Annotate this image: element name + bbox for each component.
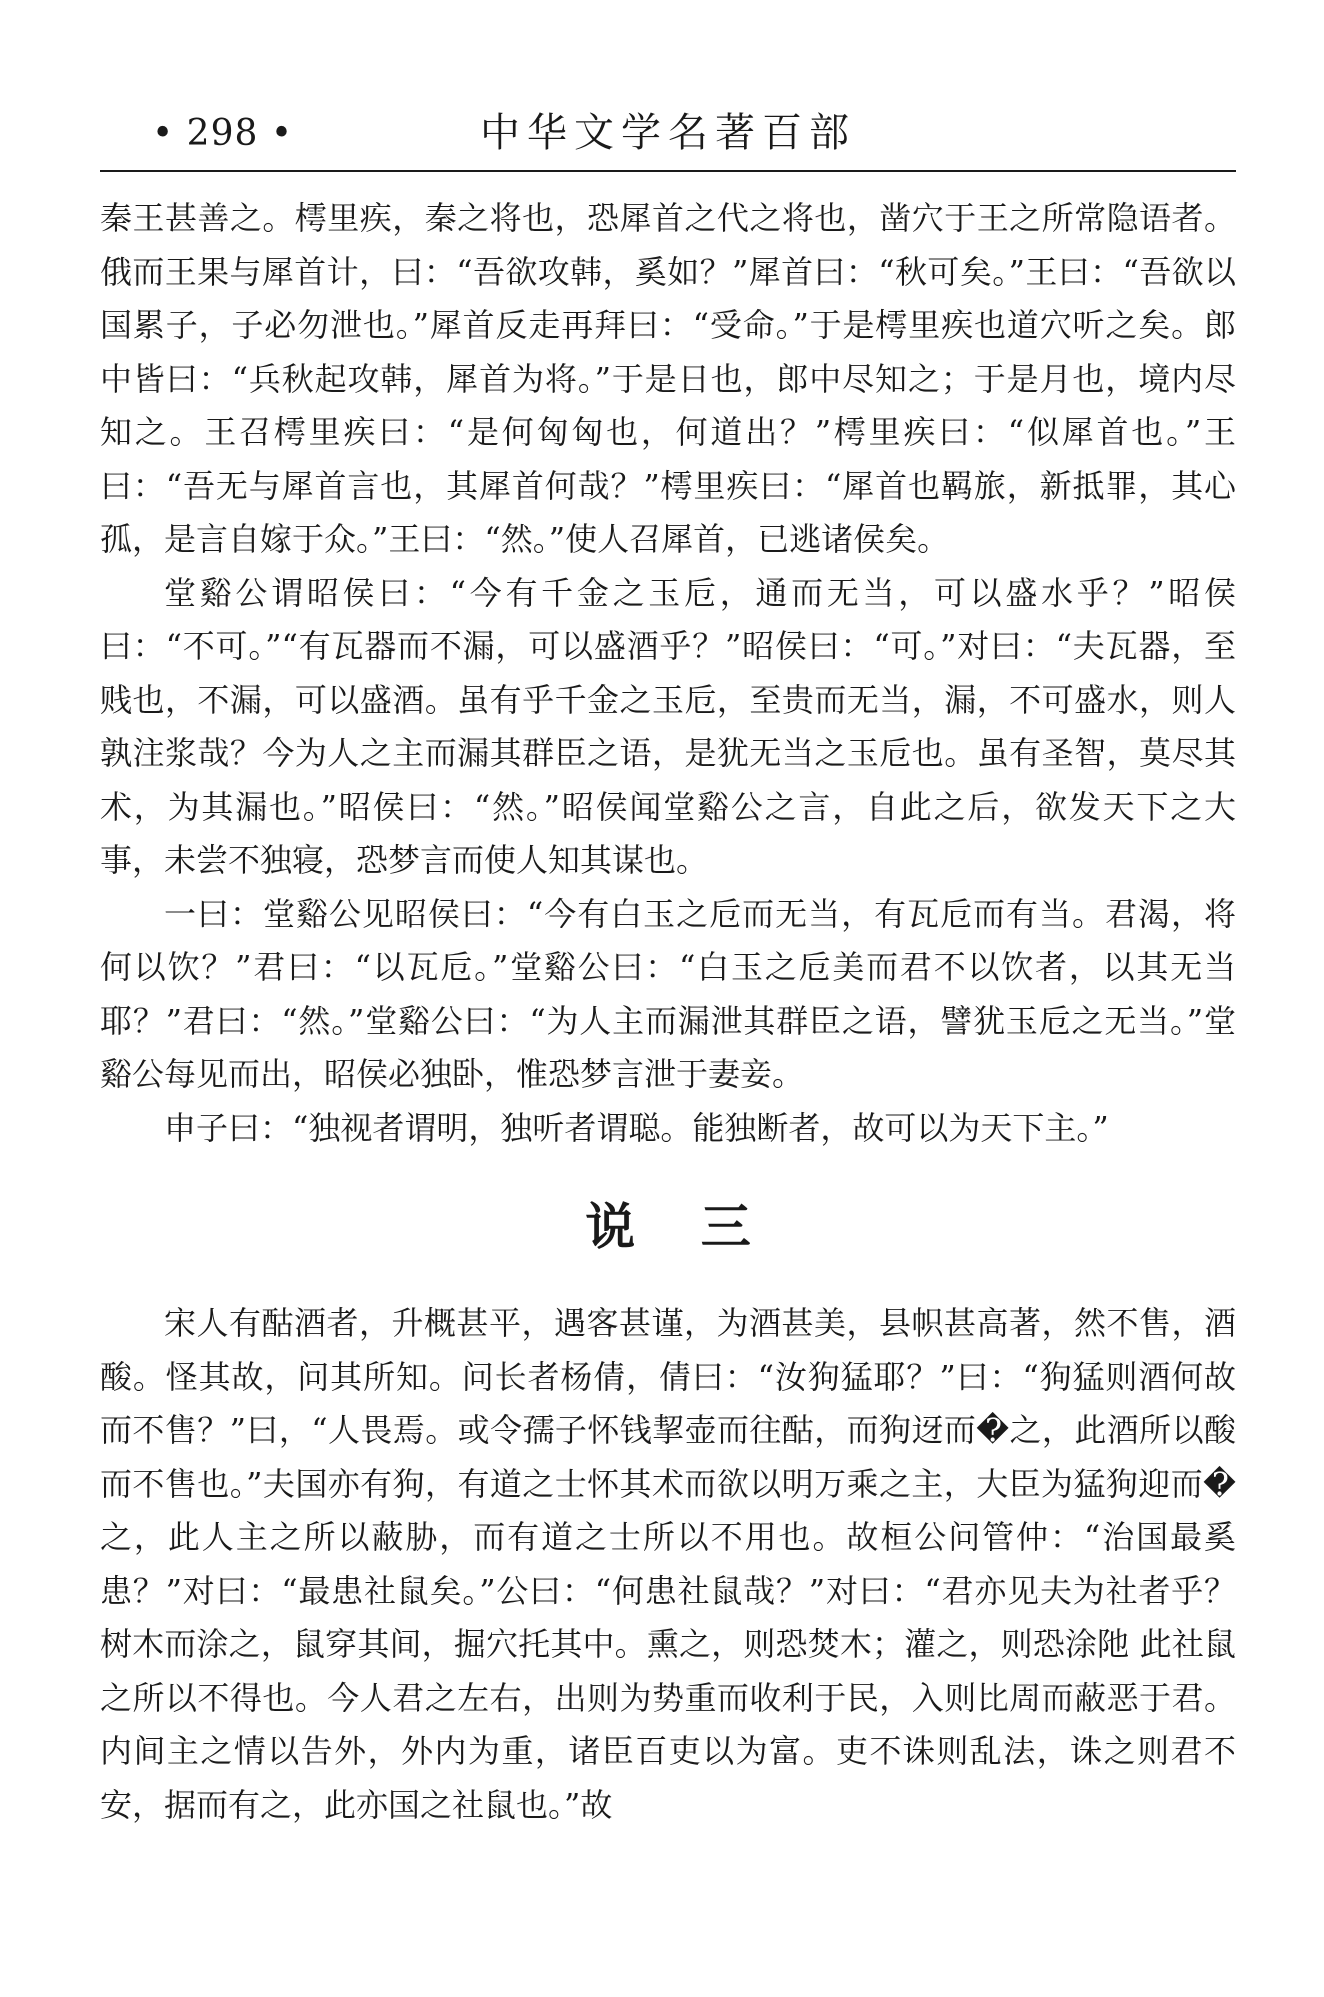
header-rule (100, 170, 1236, 172)
paragraph: 一曰：堂谿公见昭侯曰：“今有白玉之卮而无当，有瓦卮而有当。君渴，将何以饮？”君曰：“以瓦卮。”堂谿公曰：“白玉之卮美而君不以饮者，以其无当耶？”君曰：“然。”堂谿公曰：“为人主而漏泄其群臣之语，譬犹玉卮之无当。”堂谿公每见而出，昭侯必独卧，惟恐梦言泄于妻妾。 (100, 894, 1236, 1093)
page-number: • 298 • (152, 113, 294, 154)
paragraph: 宋人有酤酒者，升概甚平，遇客甚谨，为酒甚美，县帜甚高著，然不售，酒酸。怪其故，问其所知。问长者杨倩，倩曰：“汝狗猛耶？”曰：“狗猛则酒何故而不售？”曰，“人畏焉。或令孺子怀钱挈壶而往酤，而狗迓而�之，此酒所以酸而不售也。”夫国亦有狗，有道之士怀其术而欲以明万乘之主，大臣为猛狗迎而�之，此人主之所以蔽胁，而有道之士所以不用也。故桓公问管仲：“治国最奚患？”对曰：“最患社鼠矣。”公曰：“何患社鼠哉？”对曰：“君亦见夫为社者乎？树木而涂之，鼠穿其间，掘穴托其中。熏之，则恐焚木；灌之，则恐涂阤 此社鼠之所以不得也。今人君之左右，出则为势重而收利于民，入则比周而蔽恶于君。内间主之情以告外，外内为重，诸臣百吏以为富。吏不诛则乱法，诛之则君不安，据而有之，此亦国之社鼠也。”故 (100, 1304, 1236, 1824)
paragraph: 申子曰：“独视者谓明，独听者谓聪。能独断者，故可以为天下主。” (164, 1108, 1109, 1147)
section-title: 说 三 (585, 1197, 751, 1256)
running-header (100, 108, 1236, 170)
paragraph: 秦王甚善之。樗里疾，秦之将也，恐犀首之代之将也，凿穴于王之所常隐语者。俄而王果与犀首计，曰：“吾欲攻韩，奚如？”犀首曰：“秋可矣。”王曰：“吾欲以国累子，子必勿泄也。”犀首反走再拜曰：“受命。”于是樗里疾也道穴听之矣。郎中皆曰：“兵秋起攻韩，犀首为将。”于是日也，郎中尽知之；于是月也，境内尽知之。王召樗里疾曰：“是何匈匈也，何道出？”樗里疾曰：“似犀首也。”王曰：“吾无与犀首言也，其犀首何哉？”樗里疾曰：“犀首也羁旅，新抵罪，其心孤，是言自嫁于众。”王曰：“然。”使人召犀首，已逃诸侯矣。 (100, 199, 1236, 558)
body-text (100, 192, 1236, 1832)
book-title: 中华文学名著百部 (480, 110, 856, 156)
paragraph: 堂谿公谓昭侯曰：“今有千金之玉卮，通而无当，可以盛水乎？”昭侯曰：“不可。”“有瓦器而不漏，可以盛酒乎？”昭侯曰：“可。”对曰：“夫瓦器，至贱也，不漏，可以盛酒。虽有乎千金之玉卮，至贵而无当，漏，不可盛水，则人孰注浆哉？今为人之主而漏其群臣之语，是犹无当之玉卮也。虽有圣智，莫尽其术，为其漏也。”昭侯曰：“然。”昭侯闻堂谿公之言，自此之后，欲发天下之大事，未尝不独寝，恐梦言而使人知其谋也。 (100, 573, 1236, 879)
